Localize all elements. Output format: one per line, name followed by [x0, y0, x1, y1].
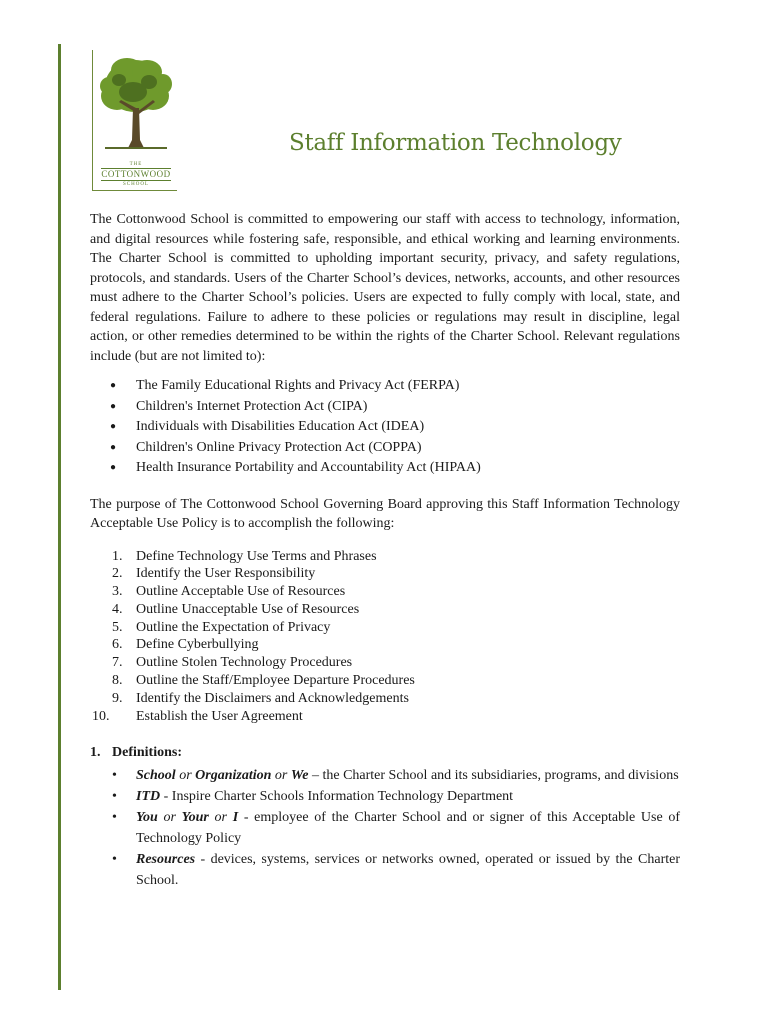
list-item [90, 619, 680, 637]
list-item: ● Individuals with Disabilities Education Act (IDEA) [90, 417, 680, 438]
list-text: Establish the User Agreement [136, 708, 303, 724]
tree-icon [97, 52, 175, 160]
list-text: Define Technology Use Terms and Phrases [136, 548, 377, 564]
term: Resources [136, 852, 196, 868]
document-body [90, 210, 680, 891]
list-text: Outline Stolen Technology Procedures [136, 655, 353, 671]
connector: or [271, 768, 291, 784]
intro-paragraph: The Cottonwood School is committed to empowering our staff with access to technology, information, and digital resources while fostering safe, responsible, and ethical working and learning environments. The Charter School is committed to upholding important security, privacy, and safety regulations, protocols, and standards. Users of the Charter School’s devices, networks, accounts, and other resources must adhere to the Charter School’s policies. Users are expected to fully comply with local, state, and federal regulations. Failure to adhere to these policies or regulations may result in discipline, legal action, or other remedies determined to be within the rights of the Charter School. Relevant regulations include (but are not limited to): [90, 212, 680, 364]
page-title: Staff Information Technology [289, 130, 622, 156]
list-item: ● Children's Internet Protection Act (CIPA) [90, 397, 680, 418]
purpose-paragraph: The purpose of The Cottonwood School Governing Board approving this Staff Information Technology Acceptable Use Policy is to accomplish the following: [90, 496, 680, 531]
list-number: 10. [92, 708, 110, 724]
term: You [136, 810, 158, 826]
list-item [90, 654, 680, 672]
list-number: 5. [112, 619, 123, 635]
left-margin-rule [58, 44, 61, 990]
list-item: ● Children's Online Privacy Protection Act (COPPA) [90, 438, 680, 459]
definition-text: - employee of the Charter School and or signer of this Acceptable Use of Technology Policy [136, 810, 681, 847]
term: School [136, 768, 176, 784]
list-number: 1. [112, 548, 123, 564]
definition-item [90, 849, 680, 891]
list-item [90, 690, 680, 708]
list-item [90, 583, 680, 601]
goals-list [90, 548, 680, 726]
section-title: Definitions: [112, 745, 182, 761]
connector: or [175, 768, 196, 784]
list-item [90, 672, 680, 690]
list-item: ● The Family Educational Rights and Privacy Act (FERPA) [90, 376, 680, 397]
list-number: 2. [112, 566, 123, 582]
list-number: 6. [112, 637, 123, 653]
definitions-list [90, 765, 680, 891]
school-logo [92, 50, 177, 191]
list-text: Outline the Expectation of Privacy [136, 619, 331, 635]
term: I [232, 810, 239, 826]
section-heading [90, 743, 680, 763]
connector: or [208, 810, 233, 826]
list-number: 4. [112, 601, 123, 617]
list-text: Outline the Staff/Employee Departure Procedures [136, 673, 415, 689]
section-number: 1. [90, 745, 101, 761]
term: We [290, 768, 309, 784]
connector: or [157, 810, 182, 826]
logo-school-name: COTTONWOOD [101, 169, 171, 179]
list-number: 3. [112, 584, 123, 600]
definition-text: - Inspire Charter Schools Information Technology Department [160, 789, 514, 805]
list-item: ● Health Insurance Portability and Accountability Act (HIPAA) [90, 458, 680, 479]
logo-the-text: THE [129, 162, 143, 167]
definitions-section [90, 743, 680, 891]
list-number: 7. [112, 655, 123, 671]
definition-item [90, 786, 680, 807]
list-item [90, 636, 680, 654]
definition-item [90, 765, 680, 786]
list-item [90, 601, 680, 619]
list-number: 8. [112, 673, 123, 689]
list-text: Outline Acceptable Use of Resources [136, 584, 346, 600]
definition-text: – the Charter School and its subsidiaries, programs, and divisions [308, 768, 679, 784]
term: ITD [136, 789, 161, 805]
term: Your [181, 810, 209, 826]
list-text: Outline Unacceptable Use of Resources [136, 601, 360, 617]
list-number: 9. [112, 690, 123, 706]
definition-text: - devices, systems, services or networks owned, operated or issued by the Charter School. [136, 852, 680, 889]
list-text: Identify the Disclaimers and Acknowledgements [136, 690, 409, 706]
list-item [90, 548, 680, 566]
list-text: Identify the User Responsibility [136, 566, 316, 582]
list-item [90, 708, 680, 726]
term: Organization [195, 768, 272, 784]
list-item [90, 565, 680, 583]
definition-item [90, 807, 680, 849]
list-text: Define Cyberbullying [136, 637, 259, 653]
regulations-list [90, 376, 680, 479]
logo-school-text: SCHOOL [122, 182, 149, 187]
